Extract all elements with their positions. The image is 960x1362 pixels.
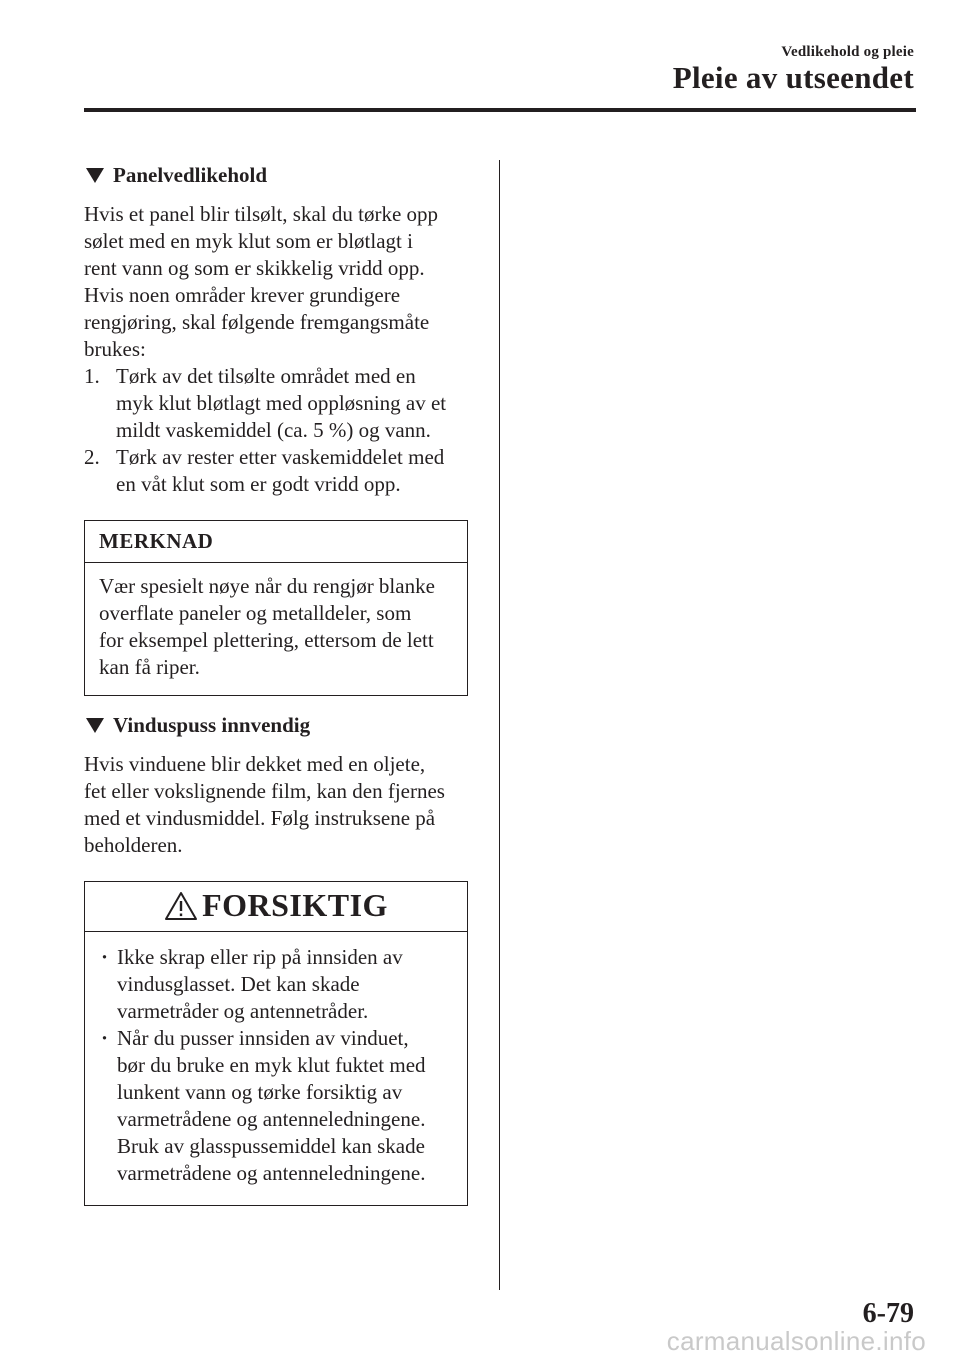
caution-line: Bruk av glasspussemiddel kan skade: [117, 1134, 425, 1158]
caution-line: Når du pusser innsiden av vinduet,: [117, 1026, 409, 1050]
caution-body: [85, 932, 467, 1205]
step-item: [84, 363, 474, 444]
step-line: en våt klut som er godt vridd opp.: [116, 472, 401, 496]
note-title: MERKNAD: [85, 521, 467, 563]
caution-line: varmetrådene og antenneledningene.: [117, 1107, 426, 1131]
caution-bullet: [99, 1025, 453, 1187]
window-line: Hvis vinduene blir dekket med en oljete,: [84, 752, 426, 776]
caution-bullet: [99, 944, 453, 1025]
header-section-label: Vedlikehold og pleie: [781, 44, 914, 60]
section-triangle-icon: [86, 718, 104, 733]
section-triangle-icon: [86, 168, 104, 183]
step-line: Tørk av det tilsølte området med en: [116, 364, 416, 388]
note-line: kan få riper.: [99, 655, 200, 679]
caution-line: bør du bruke en myk klut fuktet med: [117, 1053, 426, 1077]
panel-section: [84, 162, 474, 498]
caution-line: Ikke skrap eller rip på innsiden av: [117, 945, 403, 969]
caution-bullets: [99, 944, 453, 1187]
caution-line: varmetrådene og antenneledningene.: [117, 1161, 426, 1185]
panel-intro-line: rengjøring, skal følgende fremgangsmåte: [84, 310, 430, 334]
step-line: Tørk av rester etter vaskemiddelet med: [116, 445, 445, 469]
step-number: 2.: [84, 445, 100, 469]
panel-steps: [84, 363, 474, 498]
panel-intro-line: Hvis et panel blir tilsølt, skal du tørke opp: [84, 202, 439, 226]
caution-header: [85, 882, 467, 932]
warning-triangle-icon: [164, 891, 198, 921]
step-line: myk klut bløtlagt med oppløsning av et: [116, 391, 447, 415]
panel-intro-line: brukes:: [84, 337, 146, 361]
panel-heading-text: Panelvedlikehold: [113, 163, 268, 187]
caution-box: [84, 881, 468, 1206]
panel-intro-line: rent vann og som er skikkelig vridd opp.: [84, 256, 425, 280]
caution-line: varmetråder og antennetråder.: [117, 999, 369, 1023]
watermark[interactable]: carmanualsonline.info: [666, 1326, 926, 1356]
caution-line: lunkent vann og tørke forsiktig av: [117, 1080, 403, 1104]
window-section: [84, 712, 474, 859]
panel-intro-line: Hvis noen områder krever grundigere: [84, 283, 401, 307]
note-body: [85, 563, 467, 695]
header-rule: [84, 108, 916, 112]
note-line: overflate paneler og metalldeler, som: [99, 601, 412, 625]
caution-title: FORSIKTIG: [202, 887, 388, 923]
note-line: for eksempel plettering, ettersom de lett: [99, 628, 434, 652]
bullet-dot-icon: ·: [101, 945, 109, 969]
bullet-dot-icon: ·: [101, 1026, 109, 1050]
step-line: mildt vaskemiddel (ca. 5 %) og vann.: [116, 418, 431, 442]
window-line: fet eller vokslignende film, kan den fjernes: [84, 779, 445, 803]
caution-line: vindusglasset. Det kan skade: [117, 972, 360, 996]
window-line: beholderen.: [84, 833, 183, 857]
note-line: Vær spesielt nøye når du rengjør blanke: [99, 574, 435, 598]
step-item: [84, 444, 474, 498]
window-text: [84, 751, 474, 859]
panel-intro-line: sølet med en myk klut som er bløtlagt i: [84, 229, 413, 253]
column-divider: [499, 160, 500, 1290]
window-heading: [84, 712, 474, 739]
step-number: 1.: [84, 364, 100, 388]
window-line: med et vindusmiddel. Følg instruksene på: [84, 806, 436, 830]
page-number: 6-79: [862, 1298, 914, 1329]
page-title: Pleie av utseendet: [672, 60, 914, 95]
window-heading-text: Vinduspuss innvendig: [113, 713, 311, 737]
panel-intro: [84, 201, 474, 363]
panel-heading: [84, 162, 474, 189]
note-box: [84, 520, 468, 696]
